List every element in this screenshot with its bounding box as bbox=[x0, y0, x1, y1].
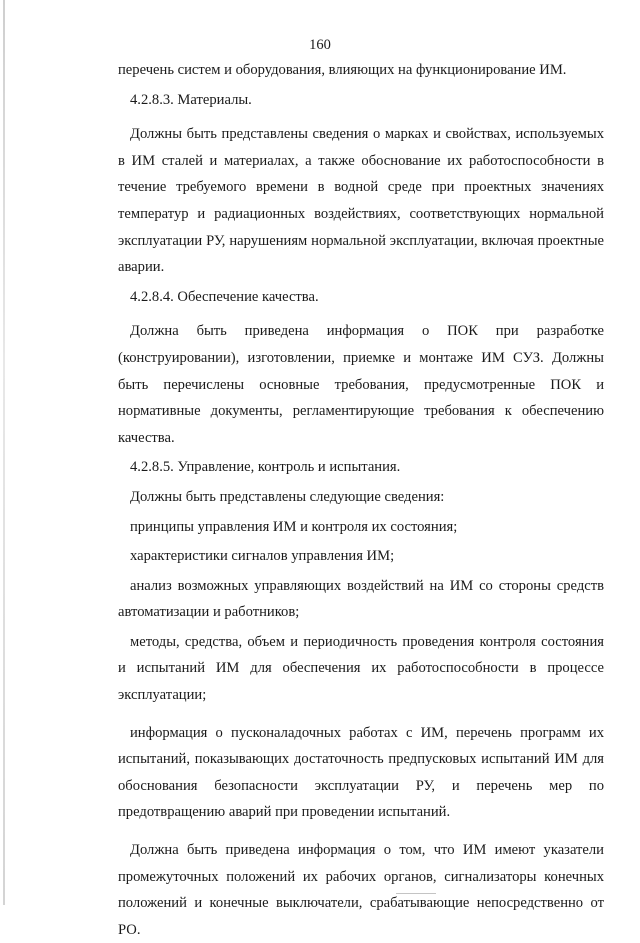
list-item-signal-characteristics: характеристики сигналов управления ИМ; bbox=[130, 548, 395, 565]
scan-artifact bbox=[396, 893, 436, 894]
paragraph-materials: Должны быть представлены сведения о марках и свойствах, используемых в ИМ сталей и материалах, а также обоснование их работоспособности в течение требуемого времени в водной среде при проектных значениях температур и радиационных воздействиях, соответствующих нормальной эксплуатации РУ, нарушениям нормальной эксплуатации, включая проектные аварии. bbox=[118, 126, 604, 276]
paragraph-systems-list-end: перечень систем и оборудования, влияющих на функционирование ИМ. bbox=[118, 62, 567, 78]
paragraph-position-indicators: Должна быть приведена информация о том, что ИМ имеют указатели промежуточных положений их рабочих органов, сигнализаторы конечных положений и конечные выключатели, срабатывающие непосредственно от РО. bbox=[118, 842, 604, 938]
heading-4-2-8-3-materials: 4.2.8.3. Материалы. bbox=[130, 91, 252, 108]
list-item-influence-analysis: анализ возможных управляющих воздействий на ИМ со стороны средств автоматизации и работников; bbox=[118, 577, 604, 621]
list-item-commissioning-info: информация о пусконаладочных работах с ИМ, перечень программ их испытаний, показывающих достаточность предпусковых испытаний ИМ для обоснования безопасности эксплуатации РУ, и перечень мер по предотвращению аварий при проведении испытаний. bbox=[118, 724, 604, 821]
paragraph-required-info: Должны быть представлены следующие сведения: bbox=[130, 488, 445, 505]
paragraph-quality: Должна быть приведена информация о ПОК при разработке (конструировании), изготовлении, приемке и монтаже ИМ СУЗ. Должны быть перечислены основные требования, предусмотренные ПОК и нормативные документы, регламентирующие требования к обеспечению качества. bbox=[118, 323, 604, 446]
heading-4-2-8-5-control: 4.2.8.5. Управление, контроль и испытания. bbox=[130, 459, 401, 476]
page-number: 160 bbox=[309, 37, 331, 53]
list-item-control-principles: принципы управления ИМ и контроля их состояния; bbox=[130, 518, 458, 535]
document-body bbox=[118, 57, 604, 943]
list-item-control-methods: методы, средства, объем и периодичность проведения контроля состояния и испытаний ИМ для обеспечения их работоспособности в процессе эксплуатации; bbox=[118, 633, 604, 704]
heading-4-2-8-4-quality: 4.2.8.4. Обеспечение качества. bbox=[130, 288, 319, 305]
scan-left-edge bbox=[3, 0, 5, 905]
